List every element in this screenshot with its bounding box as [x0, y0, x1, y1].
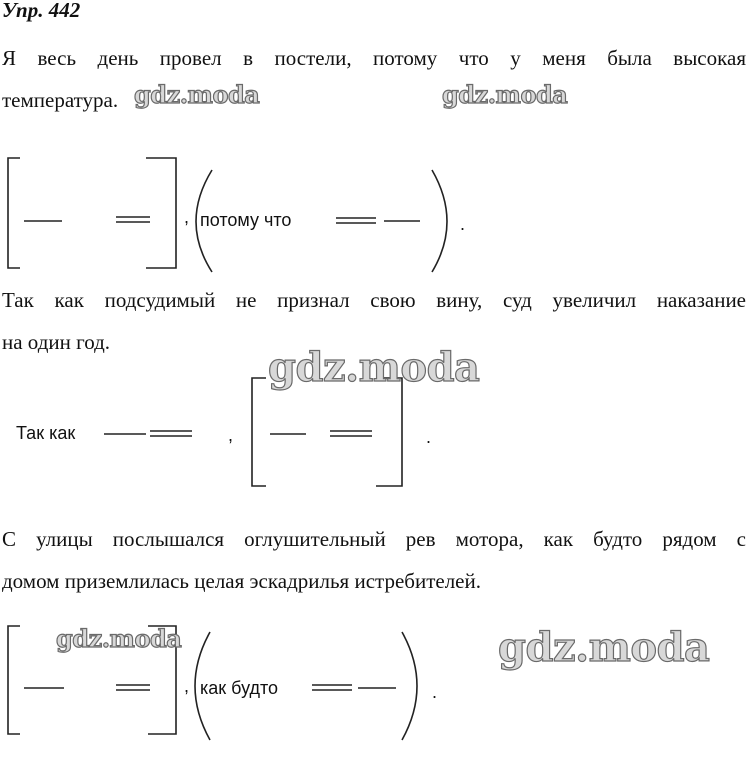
- scheme-1-comma: ,: [184, 207, 190, 227]
- scheme-2-comma: ,: [228, 425, 234, 445]
- scheme-3-conjunction: как будто: [200, 678, 279, 698]
- scheme-1-conjunction: потому что: [200, 210, 292, 230]
- watermark: gdz.moda: [134, 80, 260, 109]
- scheme-3-right-paren: [402, 632, 417, 740]
- watermark: gdz.moda: [268, 344, 480, 391]
- scheme-1-right-bracket: [146, 158, 176, 268]
- scheme-3-comma: ,: [184, 676, 190, 696]
- sentence-3-line-2: домом приземлилась целая эскадрилья истребителей.: [2, 569, 481, 593]
- scheme-1-left-bracket: [8, 158, 20, 268]
- scheme-1-period: .: [460, 214, 466, 234]
- scheme-1-right-paren: [432, 170, 447, 272]
- sentence-2-line-2: на один год.: [2, 330, 111, 354]
- watermark: gdz.moda: [56, 624, 182, 653]
- scheme-2-conjunction: Так как: [16, 423, 76, 443]
- sentence-2-line-1: Так как подсудимый не признал свою вину, суд увеличил наказание: [2, 288, 746, 312]
- exercise-title: Упр. 442: [2, 0, 81, 22]
- scheme-2-left-bracket: [252, 378, 266, 486]
- scheme-3-left-bracket: [8, 626, 20, 734]
- watermark: gdz.moda: [498, 624, 710, 671]
- watermark: gdz.moda: [442, 80, 568, 109]
- sentence-1-line-1: Я весь день провел в постели, потому что у меня была высокая: [2, 46, 746, 70]
- sentence-3-line-1: С улицы послышался оглушительный рев мотора, как будто рядом с: [2, 527, 746, 551]
- scheme-2-right-bracket: [376, 378, 402, 486]
- scheme-3-period: .: [432, 682, 438, 702]
- scheme-2-period: .: [426, 427, 432, 447]
- sentence-1-line-2: температура.: [2, 88, 119, 112]
